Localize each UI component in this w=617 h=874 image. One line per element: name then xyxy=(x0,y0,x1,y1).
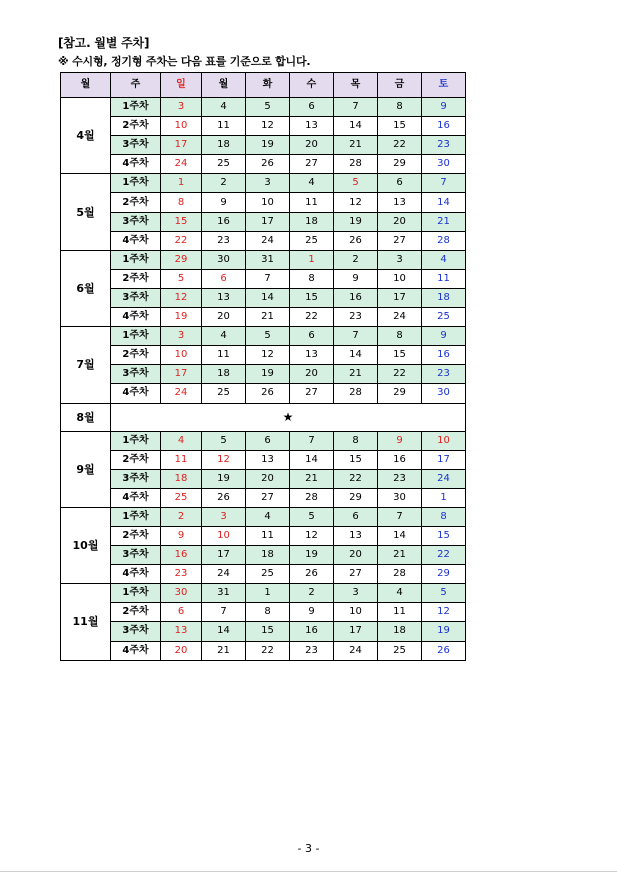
day-cell: 28 xyxy=(334,155,378,174)
day-cell: 20 xyxy=(161,641,202,660)
week-label: 4주차 xyxy=(111,384,161,403)
day-cell: 21 xyxy=(246,308,290,327)
table-row xyxy=(61,250,466,269)
week-label: 1주차 xyxy=(111,250,161,269)
table-row xyxy=(61,546,466,565)
week-label: 3주차 xyxy=(111,365,161,384)
day-cell: 27 xyxy=(290,384,334,403)
day-cell: 3 xyxy=(161,327,202,346)
day-cell: 19 xyxy=(246,365,290,384)
day-cell: 15 xyxy=(378,346,422,365)
day-cell: 10 xyxy=(378,269,422,288)
day-cell: 16 xyxy=(202,212,246,231)
day-cell: 30 xyxy=(422,384,466,403)
week-label: 2주차 xyxy=(111,603,161,622)
week-label: 1주차 xyxy=(111,98,161,117)
day-cell: 22 xyxy=(290,308,334,327)
week-label: 2주차 xyxy=(111,269,161,288)
day-cell: 25 xyxy=(246,565,290,584)
day-cell: 2 xyxy=(161,507,202,526)
table-row xyxy=(61,174,466,193)
day-cell: 30 xyxy=(422,155,466,174)
day-cell: 5 xyxy=(246,98,290,117)
day-cell: 19 xyxy=(334,212,378,231)
day-cell: 24 xyxy=(161,384,202,403)
week-label: 4주차 xyxy=(111,231,161,250)
day-cell: 19 xyxy=(290,546,334,565)
table-row xyxy=(61,288,466,307)
day-cell: 20 xyxy=(290,136,334,155)
day-cell: 17 xyxy=(161,365,202,384)
day-cell: 6 xyxy=(202,269,246,288)
table-row xyxy=(61,565,466,584)
day-cell: 4 xyxy=(246,507,290,526)
day-cell: 21 xyxy=(378,546,422,565)
week-label: 1주차 xyxy=(111,327,161,346)
star-marker: ★ xyxy=(111,403,466,431)
day-cell: 6 xyxy=(290,98,334,117)
table-row xyxy=(61,327,466,346)
table-row xyxy=(61,603,466,622)
week-label: 3주차 xyxy=(111,546,161,565)
day-cell: 4 xyxy=(290,174,334,193)
table-row xyxy=(61,365,466,384)
day-cell: 8 xyxy=(378,98,422,117)
table-row xyxy=(61,403,466,431)
day-cell: 31 xyxy=(202,584,246,603)
day-cell: 3 xyxy=(246,174,290,193)
day-cell: 18 xyxy=(422,288,466,307)
day-cell: 30 xyxy=(378,488,422,507)
day-cell: 27 xyxy=(290,155,334,174)
day-cell: 15 xyxy=(161,212,202,231)
day-cell: 20 xyxy=(334,546,378,565)
day-cell: 29 xyxy=(378,155,422,174)
day-cell: 8 xyxy=(161,193,202,212)
day-cell: 4 xyxy=(202,327,246,346)
month-label: 6월 xyxy=(61,250,111,326)
day-cell: 21 xyxy=(290,469,334,488)
day-cell: 6 xyxy=(161,603,202,622)
day-cell: 10 xyxy=(161,346,202,365)
page-number: - 3 - xyxy=(297,842,320,855)
day-cell: 6 xyxy=(378,174,422,193)
week-label: 3주차 xyxy=(111,622,161,641)
day-cell: 4 xyxy=(422,250,466,269)
week-label: 4주차 xyxy=(111,565,161,584)
day-cell: 13 xyxy=(246,450,290,469)
day-cell: 6 xyxy=(290,327,334,346)
day-cell: 24 xyxy=(334,641,378,660)
day-cell: 15 xyxy=(290,288,334,307)
day-cell: 17 xyxy=(202,546,246,565)
day-cell: 22 xyxy=(161,231,202,250)
day-cell: 31 xyxy=(246,250,290,269)
day-cell: 14 xyxy=(246,288,290,307)
day-cell: 8 xyxy=(246,603,290,622)
day-cell: 21 xyxy=(334,136,378,155)
day-cell: 25 xyxy=(290,231,334,250)
weekly-calendar-table xyxy=(60,72,466,661)
month-label: 5월 xyxy=(61,174,111,250)
table-row xyxy=(61,507,466,526)
day-cell: 24 xyxy=(422,469,466,488)
day-cell: 20 xyxy=(290,365,334,384)
day-cell: 23 xyxy=(161,565,202,584)
day-cell: 21 xyxy=(202,641,246,660)
day-cell: 5 xyxy=(202,431,246,450)
day-cell: 4 xyxy=(378,584,422,603)
table-body xyxy=(61,98,466,661)
week-label: 1주차 xyxy=(111,431,161,450)
day-cell: 23 xyxy=(334,308,378,327)
day-cell: 29 xyxy=(378,384,422,403)
day-cell: 3 xyxy=(334,584,378,603)
day-cell: 1 xyxy=(161,174,202,193)
week-label: 3주차 xyxy=(111,136,161,155)
day-cell: 28 xyxy=(378,565,422,584)
day-cell: 22 xyxy=(378,136,422,155)
table-row xyxy=(61,584,466,603)
day-cell: 11 xyxy=(202,117,246,136)
header-week: 주 xyxy=(111,73,161,98)
day-cell: 9 xyxy=(161,526,202,545)
header-tuesday: 화 xyxy=(246,73,290,98)
day-cell: 29 xyxy=(161,250,202,269)
day-cell: 23 xyxy=(378,469,422,488)
day-cell: 13 xyxy=(290,346,334,365)
day-cell: 23 xyxy=(422,136,466,155)
day-cell: 22 xyxy=(422,546,466,565)
day-cell: 10 xyxy=(334,603,378,622)
day-cell: 9 xyxy=(290,603,334,622)
day-cell: 1 xyxy=(246,584,290,603)
week-label: 1주차 xyxy=(111,174,161,193)
table-row xyxy=(61,384,466,403)
day-cell: 13 xyxy=(161,622,202,641)
day-cell: 10 xyxy=(161,117,202,136)
day-cell: 9 xyxy=(202,193,246,212)
day-cell: 15 xyxy=(334,450,378,469)
day-cell: 3 xyxy=(161,98,202,117)
day-cell: 5 xyxy=(161,269,202,288)
day-cell: 8 xyxy=(334,431,378,450)
header-month: 월 xyxy=(61,73,111,98)
day-cell: 26 xyxy=(246,384,290,403)
day-cell: 25 xyxy=(161,488,202,507)
day-cell: 28 xyxy=(422,231,466,250)
day-cell: 29 xyxy=(334,488,378,507)
day-cell: 12 xyxy=(334,193,378,212)
week-label: 1주차 xyxy=(111,507,161,526)
day-cell: 7 xyxy=(334,98,378,117)
day-cell: 14 xyxy=(290,450,334,469)
day-cell: 20 xyxy=(246,469,290,488)
day-cell: 30 xyxy=(202,250,246,269)
day-cell: 13 xyxy=(290,117,334,136)
day-cell: 2 xyxy=(290,584,334,603)
day-cell: 14 xyxy=(378,526,422,545)
day-cell: 19 xyxy=(246,136,290,155)
day-cell: 7 xyxy=(422,174,466,193)
week-label: 2주차 xyxy=(111,193,161,212)
day-cell: 26 xyxy=(202,488,246,507)
header-wednesday: 수 xyxy=(290,73,334,98)
day-cell: 20 xyxy=(202,308,246,327)
month-label: 8월 xyxy=(61,403,111,431)
table-row xyxy=(61,469,466,488)
week-label: 2주차 xyxy=(111,450,161,469)
day-cell: 26 xyxy=(422,641,466,660)
week-label: 4주차 xyxy=(111,641,161,660)
day-cell: 9 xyxy=(422,98,466,117)
day-cell: 7 xyxy=(246,269,290,288)
section-heading: [참고. 월별 주차] xyxy=(58,36,150,50)
day-cell: 16 xyxy=(290,622,334,641)
day-cell: 13 xyxy=(334,526,378,545)
header-saturday: 토 xyxy=(422,73,466,98)
day-cell: 26 xyxy=(290,565,334,584)
day-cell: 3 xyxy=(378,250,422,269)
month-label: 9월 xyxy=(61,431,111,507)
day-cell: 11 xyxy=(290,193,334,212)
table-row xyxy=(61,117,466,136)
header-thursday: 목 xyxy=(334,73,378,98)
table-row xyxy=(61,488,466,507)
day-cell: 12 xyxy=(246,117,290,136)
day-cell: 15 xyxy=(422,526,466,545)
page-bottom-divider xyxy=(0,871,617,872)
week-label: 3주차 xyxy=(111,469,161,488)
day-cell: 26 xyxy=(334,231,378,250)
day-cell: 20 xyxy=(378,212,422,231)
day-cell: 14 xyxy=(334,346,378,365)
day-cell: 16 xyxy=(161,546,202,565)
day-cell: 24 xyxy=(246,231,290,250)
week-label: 4주차 xyxy=(111,155,161,174)
day-cell: 16 xyxy=(422,346,466,365)
day-cell: 22 xyxy=(334,469,378,488)
day-cell: 8 xyxy=(290,269,334,288)
table-row xyxy=(61,136,466,155)
day-cell: 17 xyxy=(246,212,290,231)
day-cell: 14 xyxy=(334,117,378,136)
day-cell: 25 xyxy=(378,641,422,660)
day-cell: 24 xyxy=(202,565,246,584)
month-label: 4월 xyxy=(61,98,111,174)
day-cell: 23 xyxy=(422,365,466,384)
day-cell: 19 xyxy=(161,308,202,327)
day-cell: 12 xyxy=(422,603,466,622)
day-cell: 5 xyxy=(422,584,466,603)
day-cell: 29 xyxy=(422,565,466,584)
day-cell: 22 xyxy=(378,365,422,384)
day-cell: 17 xyxy=(422,450,466,469)
day-cell: 11 xyxy=(161,450,202,469)
day-cell: 24 xyxy=(378,308,422,327)
day-cell: 19 xyxy=(202,469,246,488)
day-cell: 12 xyxy=(161,288,202,307)
table-row xyxy=(61,231,466,250)
month-label: 10월 xyxy=(61,507,111,583)
section-note: ※ 수시형, 정기형 주차는 다음 표를 기준으로 합니다. xyxy=(58,55,311,68)
week-label: 4주차 xyxy=(111,488,161,507)
day-cell: 2 xyxy=(334,250,378,269)
day-cell: 8 xyxy=(422,507,466,526)
day-cell: 6 xyxy=(334,507,378,526)
day-cell: 26 xyxy=(246,155,290,174)
day-cell: 23 xyxy=(202,231,246,250)
day-cell: 10 xyxy=(202,526,246,545)
table-row xyxy=(61,98,466,117)
day-cell: 18 xyxy=(246,546,290,565)
week-label: 1주차 xyxy=(111,584,161,603)
day-cell: 18 xyxy=(290,212,334,231)
week-label: 3주차 xyxy=(111,212,161,231)
day-cell: 7 xyxy=(334,327,378,346)
day-cell: 17 xyxy=(378,288,422,307)
table-row xyxy=(61,308,466,327)
day-cell: 13 xyxy=(202,288,246,307)
table-row xyxy=(61,346,466,365)
week-label: 4주차 xyxy=(111,308,161,327)
day-cell: 16 xyxy=(422,117,466,136)
table-row xyxy=(61,641,466,660)
day-cell: 21 xyxy=(422,212,466,231)
day-cell: 18 xyxy=(378,622,422,641)
day-cell: 25 xyxy=(422,308,466,327)
day-cell: 12 xyxy=(246,346,290,365)
day-cell: 5 xyxy=(334,174,378,193)
day-cell: 17 xyxy=(161,136,202,155)
day-cell: 16 xyxy=(334,288,378,307)
day-cell: 23 xyxy=(290,641,334,660)
day-cell: 6 xyxy=(246,431,290,450)
day-cell: 15 xyxy=(246,622,290,641)
day-cell: 9 xyxy=(334,269,378,288)
day-cell: 11 xyxy=(246,526,290,545)
day-cell: 17 xyxy=(334,622,378,641)
day-cell: 5 xyxy=(246,327,290,346)
day-cell: 18 xyxy=(202,365,246,384)
day-cell: 10 xyxy=(246,193,290,212)
day-cell: 8 xyxy=(378,327,422,346)
day-cell: 14 xyxy=(202,622,246,641)
day-cell: 25 xyxy=(202,155,246,174)
day-cell: 21 xyxy=(334,365,378,384)
day-cell: 27 xyxy=(378,231,422,250)
day-cell: 1 xyxy=(290,250,334,269)
day-cell: 9 xyxy=(422,327,466,346)
day-cell: 16 xyxy=(378,450,422,469)
table-row xyxy=(61,269,466,288)
day-cell: 11 xyxy=(202,346,246,365)
day-cell: 25 xyxy=(202,384,246,403)
table-row xyxy=(61,193,466,212)
day-cell: 4 xyxy=(202,98,246,117)
day-cell: 7 xyxy=(290,431,334,450)
day-cell: 5 xyxy=(290,507,334,526)
table-row xyxy=(61,431,466,450)
month-label: 11월 xyxy=(61,584,111,660)
table-row xyxy=(61,212,466,231)
day-cell: 2 xyxy=(202,174,246,193)
week-label: 3주차 xyxy=(111,288,161,307)
day-cell: 7 xyxy=(202,603,246,622)
table-row xyxy=(61,526,466,545)
day-cell: 28 xyxy=(334,384,378,403)
day-cell: 19 xyxy=(422,622,466,641)
day-cell: 4 xyxy=(161,431,202,450)
week-label: 2주차 xyxy=(111,117,161,136)
day-cell: 30 xyxy=(161,584,202,603)
header-monday: 월 xyxy=(202,73,246,98)
day-cell: 3 xyxy=(202,507,246,526)
day-cell: 24 xyxy=(161,155,202,174)
day-cell: 9 xyxy=(378,431,422,450)
day-cell: 27 xyxy=(246,488,290,507)
day-cell: 11 xyxy=(422,269,466,288)
table-row xyxy=(61,450,466,469)
day-cell: 7 xyxy=(378,507,422,526)
day-cell: 13 xyxy=(378,193,422,212)
day-cell: 12 xyxy=(202,450,246,469)
day-cell: 22 xyxy=(246,641,290,660)
week-label: 2주차 xyxy=(111,526,161,545)
day-cell: 18 xyxy=(202,136,246,155)
day-cell: 12 xyxy=(290,526,334,545)
header-sunday: 일 xyxy=(161,73,202,98)
day-cell: 1 xyxy=(422,488,466,507)
month-label: 7월 xyxy=(61,327,111,403)
day-cell: 15 xyxy=(378,117,422,136)
day-cell: 28 xyxy=(290,488,334,507)
week-label: 2주차 xyxy=(111,346,161,365)
day-cell: 27 xyxy=(334,565,378,584)
day-cell: 10 xyxy=(422,431,466,450)
table-row xyxy=(61,155,466,174)
header-friday: 금 xyxy=(378,73,422,98)
day-cell: 11 xyxy=(378,603,422,622)
day-cell: 14 xyxy=(422,193,466,212)
table-row xyxy=(61,622,466,641)
table-header-row xyxy=(61,73,466,98)
day-cell: 18 xyxy=(161,469,202,488)
